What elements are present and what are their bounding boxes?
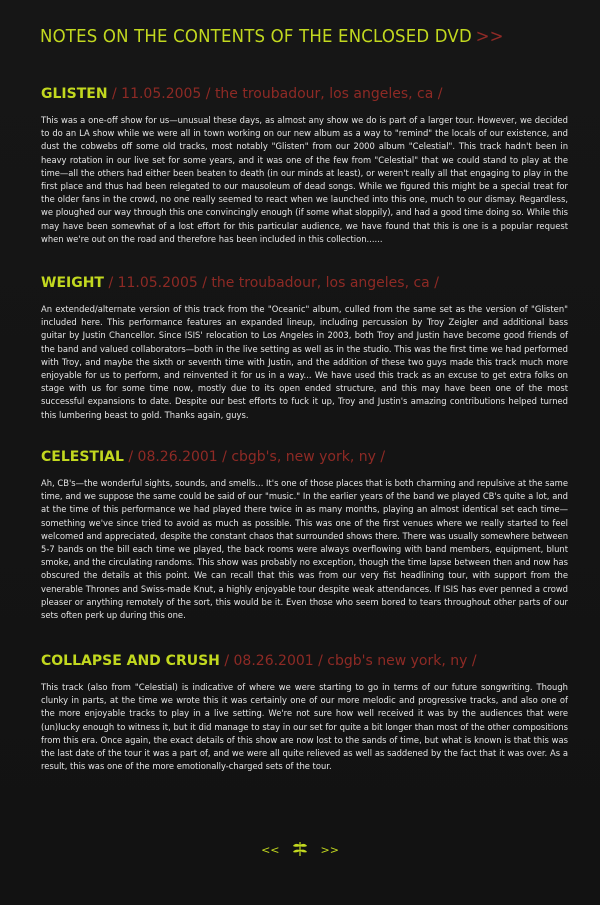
page-title-text: NOTES ON THE CONTENTS OF THE ENCLOSED DVD <box>40 26 472 47</box>
song-meta: / 11.05.2005 / the troubadour, los angeles, ca / <box>108 275 439 291</box>
section-heading <box>41 448 568 466</box>
section-body: This was a one-off show for us—unusual these days, as almost any show we do is part of a larger tour. However, we decided to do an LA show while we were all in town working on our new album as a way to "remind" the locals of our existence, and dust the cobwebs off some old tracks, most notably "Glisten" from our 2000 album "Celestial". This track hadn't been in heavy rotation in our live set for some years, and it was one of the few from "Celestial" that we could stand to play at the time—all the others had either been beaten to death (in our minds at least), or weren't really all that engaging to play in the first place and thus had been relegated to our mausoleum of dead songs. While we figured this might be a special treat for the older fans in the crowd, no one really seemed to react when we launched into this one, much to our dismay. Regardless, we ploughed our way through this one convincingly enough (if some what sloppily), and had a good time doing so. While this may have been somewhat of a lost effort for this particular audience, we have found that this is one is a popular request when we're out on the road and therefore has been included in this collection...... <box>41 115 568 244</box>
section-body: This track (also from "Celestial) is indicative of where we were starting to go in terms of our future songwriting. Though clunky in parts, at the time we wrote this it was certainly one of our more melodic and progressive tracks, and also one of the more enjoyable tracks to play in a live setting. We're not sure how well received it was by the audiences that were (un)lucky enough to witness it, but it did manage to stay in our set for quite a bit longer than most of the other compositions from this era. Once again, the exact details of this show are now lost to the sands of time, but what is known is that this was the last date of the tour it was a part of, and we were all quite relieved as well as saddened by the fact that it was over. As a result, this was one of the more emotionally-charged sets of the tour. <box>41 682 568 772</box>
page-title <box>40 26 504 47</box>
song-meta: / 08.26.2001 / cbgb's new york, ny / <box>224 653 477 669</box>
title-arrows: >> <box>475 26 504 47</box>
section-collapse-and-crush <box>41 652 568 773</box>
section-heading <box>41 274 568 292</box>
song-title: WEIGHT <box>41 275 104 291</box>
song-title: GLISTEN <box>41 86 108 102</box>
section-celestial <box>41 448 568 622</box>
song-title: COLLAPSE AND CRUSH <box>41 653 220 669</box>
song-title: CELESTIAL <box>41 449 124 465</box>
leaf-ornament-icon <box>291 841 309 860</box>
section-glisten <box>41 85 568 246</box>
section-heading <box>41 85 568 103</box>
song-meta: / 11.05.2005 / the troubadour, los angeles, ca / <box>112 86 443 102</box>
song-meta: / 08.26.2001 / cbgb's, new york, ny / <box>128 449 386 465</box>
section-heading <box>41 652 568 670</box>
section-weight <box>41 274 568 422</box>
footer-right-arrows: >> <box>320 843 339 857</box>
section-body: Ah, CB's—the wonderful sights, sounds, and smells... It's one of those places that is both charming and repulsive at the same time, and we suppose the same could be said of our "music." In the earlier years of the band we played CB's quite a lot, and at the time of this performance we had played there twice in as many months, playing an almost identical set each time—something we've since tried to avoid as much as possible. This was one of the first venues where we really started to feel welcomed and appreciated, despite the constant chaos that surrounded shows there. There was usually somewhere between 5-7 bands on the bill each time we played, the back rooms were always overflowing with band members, equipment, blunt smoke, and the circulating randoms. This show was probably no exception, though the time lapse between then and now has obscured the details at this point. We can recall that this was from our very fist headlining tour, with support from the venerable Thrones and Swiss-made Knut, a highly enjoyable tour despite weak attendances. If ISIS has ever penned a crowd pleaser or anything remotely of the sort, this would be it. Even those who seem bored to tears throughout other parts of our sets often perk up during this one. <box>41 478 568 621</box>
section-body: An extended/alternate version of this track from the "Oceanic" album, culled from the same set as the version of "Glisten" included here. This performance features an expanded lineup, including percussion by Troy Zeigler and additional bass guitar by Justin Chancellor. Since ISIS' relocation to Los Angeles in 2003, both Troy and Justin have become good friends of the band and valued collaborators—both in the live setting as well as in the studio. This was the first time we had performed with Troy, and maybe the sixth or seventh time with Justin, and the addition of these two guys made this track much more enjoyable for us to perform, and reinvented it for us in a way... We have used this track as an excuse to get extra folks on stage with us for some time now, mostly due to its open ended structure, and this may have been one of the most successful expansions to date. Despite our best efforts to fuck it up, Troy and Justin's amazing contributions helped turned this lumbering beast to gold. Thanks again, guys. <box>41 304 568 420</box>
footer-ornament <box>0 841 600 860</box>
footer-left-arrows: << <box>261 843 280 857</box>
